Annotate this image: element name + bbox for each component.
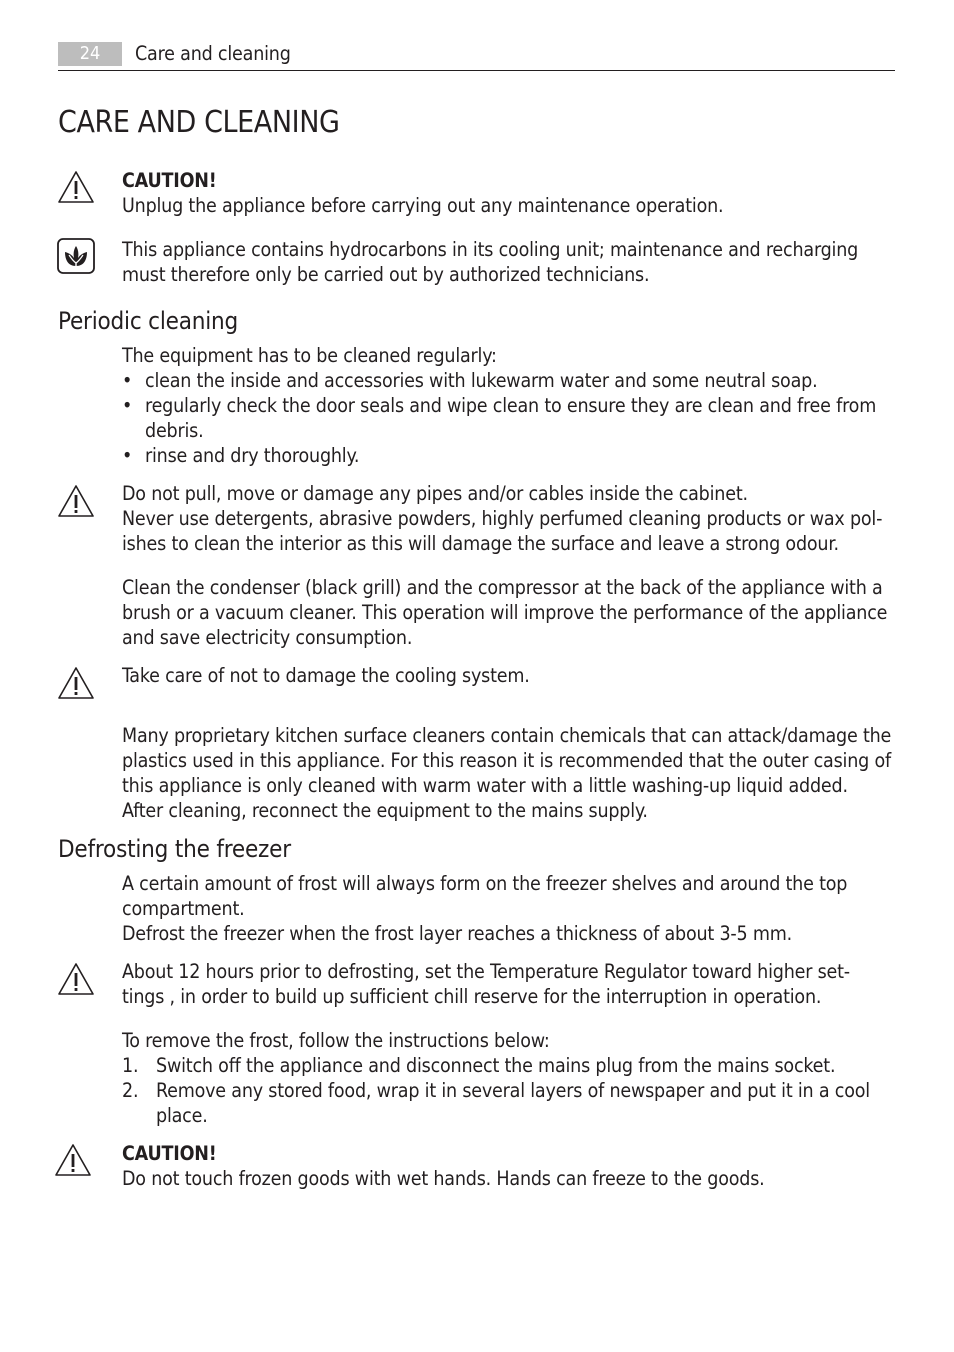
warning-triangle-icon bbox=[57, 666, 95, 700]
paragraph-line: After cleaning, reconnect the equipment to the mains supply. bbox=[122, 799, 648, 822]
list-item: clean the inside and accessories with lukewarm water and some neutral soap. bbox=[145, 369, 818, 392]
header-rule bbox=[58, 70, 895, 71]
caution-text: Do not touch frozen goods with wet hands. Hands can freeze to the goods. bbox=[122, 1167, 765, 1190]
section-heading-defrosting: Defrosting the freezer bbox=[58, 835, 291, 863]
step-text-continuation: place. bbox=[156, 1104, 208, 1127]
section-heading-periodic-cleaning: Periodic cleaning bbox=[58, 307, 239, 335]
paragraph-line: A certain amount of frost will always form on the freezer shelves and around the top bbox=[122, 872, 848, 895]
periodic-intro: The equipment has to be cleaned regularly: bbox=[122, 344, 497, 367]
warning-triangle-icon bbox=[57, 484, 95, 518]
step-text: Remove any stored food, wrap it in several layers of newspaper and put it in a cool bbox=[156, 1079, 870, 1102]
bullet-marker: • bbox=[122, 444, 133, 467]
warning-text: Take care of not to damage the cooling system. bbox=[122, 664, 530, 687]
list-item: rinse and dry thoroughly. bbox=[145, 444, 360, 467]
flower-environment-icon bbox=[57, 238, 95, 274]
warning-triangle-icon bbox=[57, 170, 95, 204]
paragraph-line: Defrost the freezer when the frost layer reaches a thickness of about 3-5 mm. bbox=[122, 922, 793, 945]
list-item: regularly check the door seals and wipe clean to ensure they are clean and free from bbox=[145, 394, 877, 417]
caution-label: CAUTION! bbox=[122, 169, 217, 192]
warning-text-line: ishes to clean the interior as this will damage the surface and leave a strong odour. bbox=[122, 532, 839, 555]
bullet-marker: • bbox=[122, 369, 133, 392]
caution-label: CAUTION! bbox=[122, 1142, 217, 1165]
paragraph-line: Many proprietary kitchen surface cleaners contain chemicals that can attack/damage the bbox=[122, 724, 892, 747]
paragraph-line: and save electricity consumption. bbox=[122, 626, 413, 649]
paragraph-line: Clean the condenser (black grill) and the compressor at the back of the appliance with a bbox=[122, 576, 883, 599]
environment-text-line: must therefore only be carried out by authorized technicians. bbox=[122, 263, 650, 286]
bullet-marker: • bbox=[122, 394, 133, 417]
step-number: 2. bbox=[122, 1079, 139, 1102]
paragraph-line: brush or a vacuum cleaner. This operation will improve the performance of the appliance bbox=[122, 601, 888, 624]
page-number: 24 bbox=[58, 42, 122, 66]
list-item-continuation: debris. bbox=[145, 419, 204, 442]
paragraph-line: this appliance is only cleaned with warm water with a little washing-up liquid added. bbox=[122, 774, 848, 797]
running-header: Care and cleaning bbox=[135, 42, 291, 65]
warning-triangle-icon bbox=[54, 1143, 92, 1177]
step-text: Switch off the appliance and disconnect the mains plug from the mains socket. bbox=[156, 1054, 836, 1077]
warning-text-line: Do not pull, move or damage any pipes and/or cables inside the cabinet. bbox=[122, 482, 748, 505]
warning-triangle-icon bbox=[57, 962, 95, 996]
caution-text: Unplug the appliance before carrying out any maintenance operation. bbox=[122, 194, 724, 217]
step-number: 1. bbox=[122, 1054, 139, 1077]
environment-text-line: This appliance contains hydrocarbons in its cooling unit; maintenance and recharging bbox=[122, 238, 859, 261]
warning-text-line: tings , in order to build up sufficient chill reserve for the interruption in operation. bbox=[122, 985, 822, 1008]
paragraph-line: plastics used in this appliance. For this reason it is recommended that the outer casing of bbox=[122, 749, 891, 772]
warning-text-line: Never use detergents, abrasive powders, highly perfumed cleaning products or wax pol- bbox=[122, 507, 883, 530]
page-title: CARE AND CLEANING bbox=[58, 105, 340, 140]
warning-text-line: About 12 hours prior to defrosting, set the Temperature Regulator toward higher set- bbox=[122, 960, 850, 983]
paragraph-line: compartment. bbox=[122, 897, 245, 920]
steps-intro: To remove the frost, follow the instructions below: bbox=[122, 1029, 550, 1052]
